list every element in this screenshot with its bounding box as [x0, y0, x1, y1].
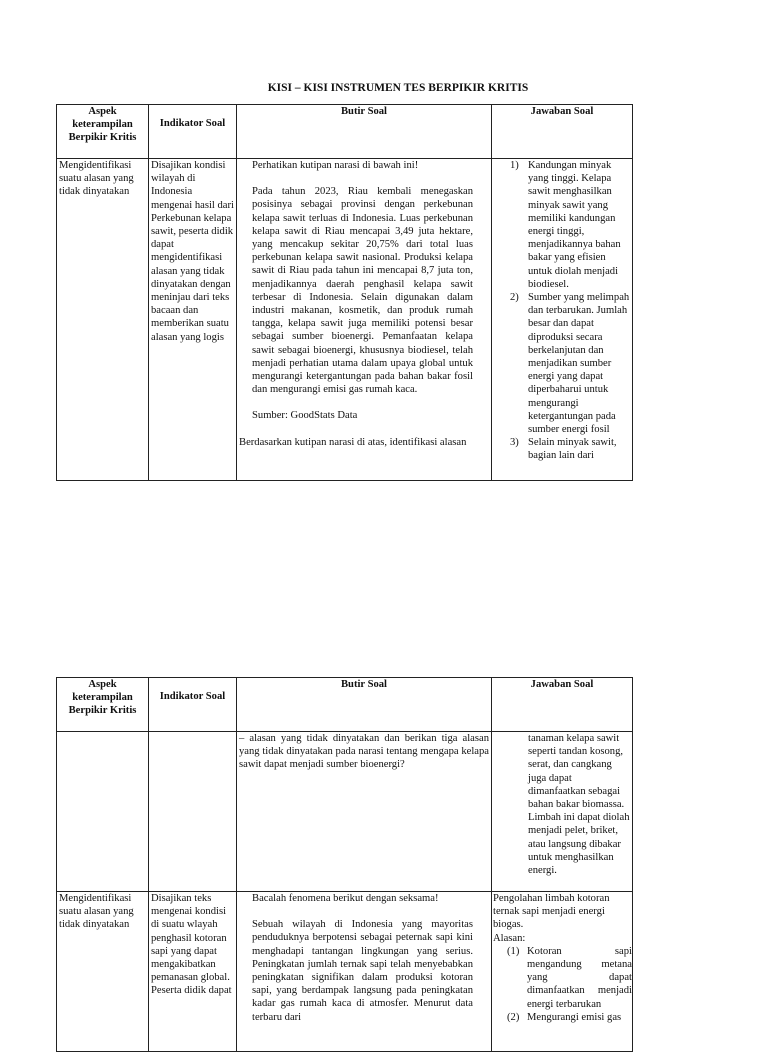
- header-indikator: Indikator Soal: [149, 105, 237, 159]
- list-number: 1): [510, 160, 519, 171]
- butir-cell: [237, 892, 492, 1052]
- document-title: KISI – KISI INSTRUMEN TES BERPIKIR KRITIS: [267, 82, 529, 94]
- jawaban-label: Alasan:: [493, 932, 526, 944]
- butir-narasi: Sebuah wilayah di Indonesia yang mayoritas penduduknya berpotensi sebagai peternak sapi kini menghadapi tantangan lingkungan yang serius. Peningkatan jumlah ternak sapi telah menyebabkan peningkatan signifikan dalam produksi kotoran sapi, yang berdampak langsung pada peningkatan kadar gas rumah kaca di atmosfer. Menurut data terbaru dari: [252, 919, 473, 1023]
- kisi-table-1: [56, 104, 633, 481]
- header-aspek: Aspek keterampilan Berpikir Kritis: [57, 678, 149, 732]
- list-text: Selain minyak sawit, bagian lain dari: [528, 437, 617, 462]
- jawaban-cell: [492, 159, 633, 481]
- jawaban-intro: Pengolahan limbah kotoran ternak sapi menjadi energi biogas.: [493, 893, 610, 931]
- butir-intro: Bacalah fenomena berikut dengan seksama!: [252, 893, 439, 904]
- table-row: [57, 732, 633, 892]
- list-item: [494, 291, 630, 436]
- list-number: (1): [507, 945, 520, 957]
- indikator-cell: [149, 732, 237, 892]
- jawaban-cell: [492, 732, 633, 892]
- list-text: Mengurangi emisi gas: [527, 1011, 622, 1023]
- header-butir: Butir Soal: [237, 105, 492, 159]
- jawaban-continued: tanaman kelapa sawit seperti tandan kosong, serat, dan cangkang juga dapat dimanfaatkan sebagai bahan bakar biomassa. Limbah ini dapat diolah menjadi pelet, briket, atau langsung dibakar untuk menghasilkan energi.: [528, 733, 630, 877]
- list-number: 3): [510, 437, 519, 449]
- indikator-cell: Disajikan kondisi wilayah di Indonesia mengenai hasil dari Perkebunan kelapa sawit, peserta didik dapat mengidentifikasi alasan yang tidak dinyatakan dengan meninjau dari teks bacaan dan memberikan suatu alasan yang logis: [149, 159, 237, 481]
- header-jawaban: Jawaban Soal: [492, 105, 633, 159]
- header-aspek: Aspek keterampilan Berpikir Kritis: [57, 105, 149, 159]
- aspek-cell: Mengidentifikasi suatu alasan yang tidak dinyatakan: [57, 159, 149, 481]
- butir-soal: Berdasarkan kutipan narasi di atas, identifikasi alasan: [239, 436, 467, 448]
- aspek-cell: [57, 732, 149, 892]
- kisi-table-2: [56, 677, 633, 1052]
- header-indikator: Indikator Soal: [149, 678, 237, 732]
- jawaban-cell: [492, 892, 633, 1052]
- list-number: 2): [510, 292, 519, 304]
- list-text: Kotoran sapi mengandung metana yang dapat dimanfaatkan menjadi energi terbarukan: [527, 945, 632, 1010]
- butir-narasi: Pada tahun 2023, Riau kembali menegaskan posisinya sebagai provinsi dengan perkebunan kelapa sawit terluas di Indonesia. Luas perkebunan kelapa sawit di Riau mencapai 3,49 juta hektare, yang mencakup sekitar 20,75% dari total luas perkebunan kelapa sawit nasional. Produksi kelapa sawit di Riau pada tahun ini mencapai 8,7 juta ton, menjadikannya daerah penghasil kelapa sawit terbesar di Indonesia. Selain digunakan dalam industri makanan, kosmetik, dan produk rumah tangga, kelapa sawit juga memiliki potensi besar sebagai sumber bioenergi. Pemanfaatan kelapa sawit sebagai bioenergi, khususnya biodiesel, telah menjadi perhatian utama dalam upaya global untuk mengurangi ketergantungan pada bahan bakar fosil dan mengurangi emisi gas rumah kaca.: [252, 186, 473, 396]
- butir-cell: – alasan yang tidak dinyatakan dan berikan tiga alasan yang tidak dinyatakan pada narasi tentang mengapa kelapa sawit dapat menjadi sumber bioenergi?: [237, 732, 492, 892]
- list-item: [493, 945, 632, 1011]
- jawaban-list: [493, 945, 632, 1024]
- table-row: [57, 892, 633, 1052]
- indikator-cell: Disajikan teks mengenai kondisi di suatu wlayah penghasil kotoran sapi yang dapat mengakibatkan pemanasan global. Peserta didik dapat: [149, 892, 237, 1052]
- table-header-row: [57, 678, 633, 732]
- list-item: [493, 1011, 632, 1024]
- butir-cell: [237, 159, 492, 481]
- header-butir: Butir Soal: [237, 678, 492, 732]
- table-row: [57, 159, 633, 481]
- list-text: Kandungan minyak yang tinggi. Kelapa sawit menghasilkan minyak sawit yang memiliki kandungan energi tinggi, menjadikannya bahan bakar yang efisien untuk diolah menjadi biodiesel.: [528, 160, 621, 290]
- aspek-cell: Mengidentifikasi suatu alasan yang tidak dinyatakan: [57, 892, 149, 1052]
- list-text: Sumber yang melimpah dan terbarukan. Jumlah besar dan dapat diproduksi secara berkelanjutan dan menjadikan sumber energi yang dapat diperbaharui untuk mengurangi ketergantungan pada sumber energi fosil: [528, 292, 630, 436]
- list-number: (2): [507, 1011, 520, 1023]
- table-header-row: [57, 105, 633, 159]
- butir-sumber: Sumber: GoodStats Data: [252, 410, 358, 422]
- jawaban-list: [494, 159, 630, 463]
- list-item: [494, 436, 630, 462]
- butir-intro: Perhatikan kutipan narasi di bawah ini!: [252, 160, 419, 171]
- header-jawaban: Jawaban Soal: [492, 678, 633, 732]
- list-item: [494, 159, 630, 291]
